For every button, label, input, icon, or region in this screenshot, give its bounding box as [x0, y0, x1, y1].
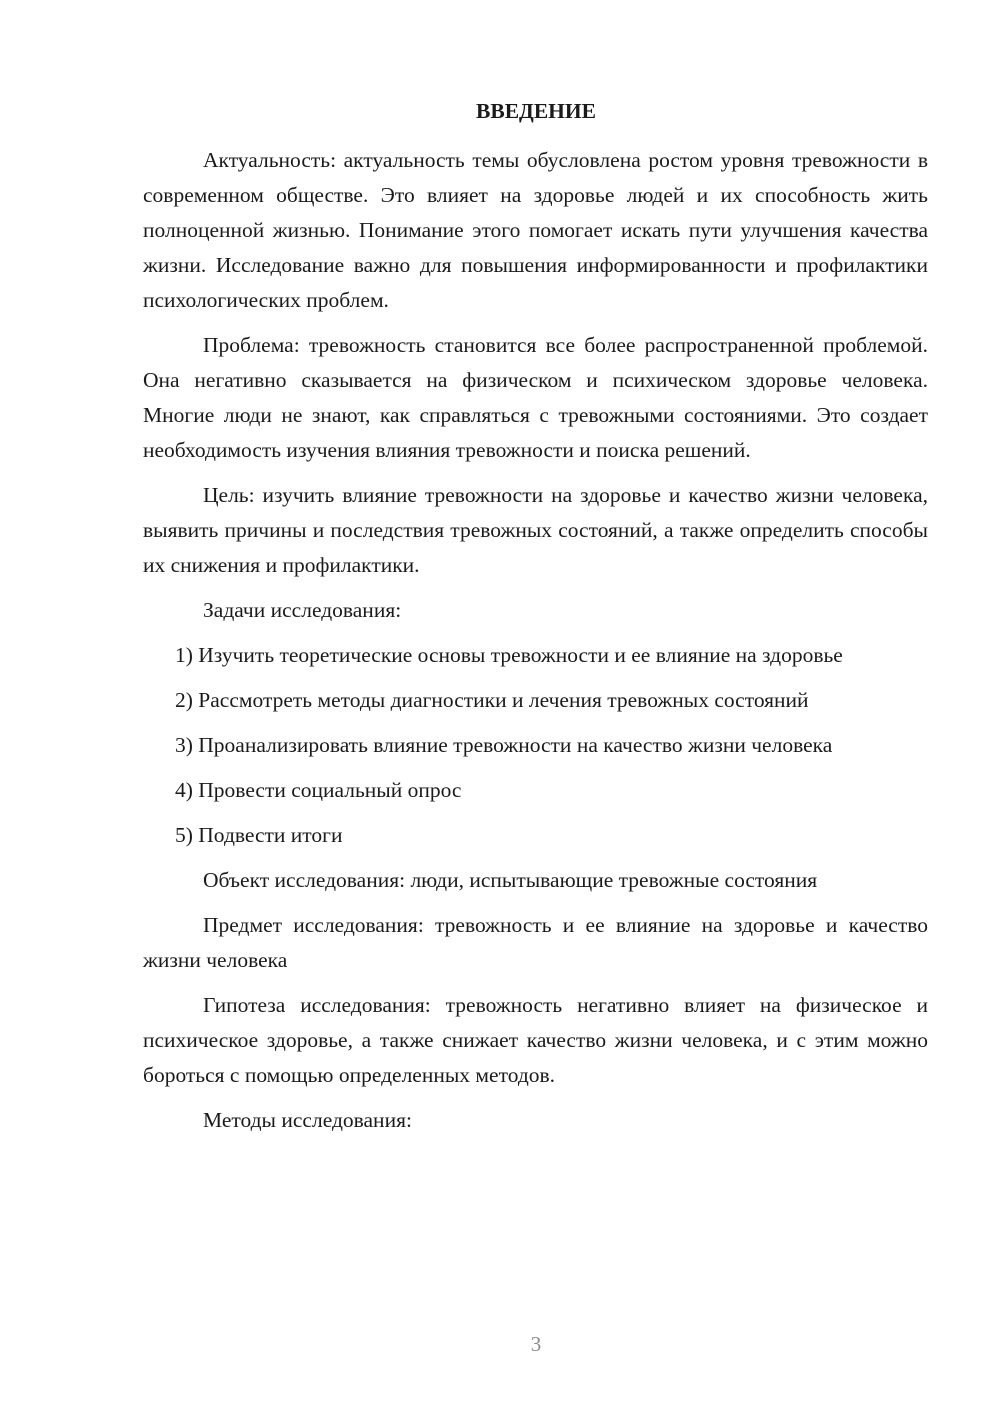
methods-heading: Методы исследования:	[203, 1108, 412, 1132]
list-item: 3) Проанализировать влияние тревожности на качество жизни человека	[175, 733, 833, 757]
list-item: 1) Изучить теоретические основы тревожности и ее влияние на здоровье	[175, 643, 843, 667]
page-number: 3	[530, 1332, 542, 1356]
document-body	[143, 143, 928, 1148]
list-item: 2) Рассмотреть методы диагностики и лечения тревожных состояний	[175, 688, 809, 712]
tasks-heading: Задачи исследования:	[203, 598, 402, 622]
object-paragraph: Объект исследования: люди, испытывающие тревожные состояния	[203, 868, 818, 892]
list-item: 5) Подвести итоги	[175, 823, 343, 847]
tasks-list	[143, 638, 928, 853]
subject-paragraph: Предмет исследования: тревожность и ее влияние на здоровье и качество жизни человека	[143, 913, 928, 972]
goal-paragraph: Цель: изучить влияние тревожности на здоровье и качество жизни человека, выявить причины и последствия тревожных состояний, а также определить способы их снижения и профилактики.	[143, 483, 928, 577]
hypothesis-paragraph: Гипотеза исследования: тревожность негативно влияет на физическое и психическое здоровье, а также снижает качество жизни человека, и с этим можно бороться с помощью определенных методов.	[143, 993, 928, 1087]
list-item: 4) Провести социальный опрос	[175, 778, 462, 802]
problem-paragraph: Проблема: тревожность становится все более распространенной проблемой. Она негативно сказывается на физическом и психическом здоровье человека. Многие люди не знают, как справляться с тревожными состояниями. Это создает необходимость изучения влияния тревожности и поиска решений.	[143, 333, 928, 462]
relevance-paragraph: Актуальность: актуальность темы обусловлена ростом уровня тревожности в современном обществе. Это влияет на здоровье людей и их способность жить полноценной жизнью. Понимание этого помогает искать пути улучшения качества жизни. Исследование важно для повышения информированности и профилактики психологических проблем.	[143, 148, 928, 312]
page-title: ВВЕДЕНИЕ	[476, 99, 596, 123]
